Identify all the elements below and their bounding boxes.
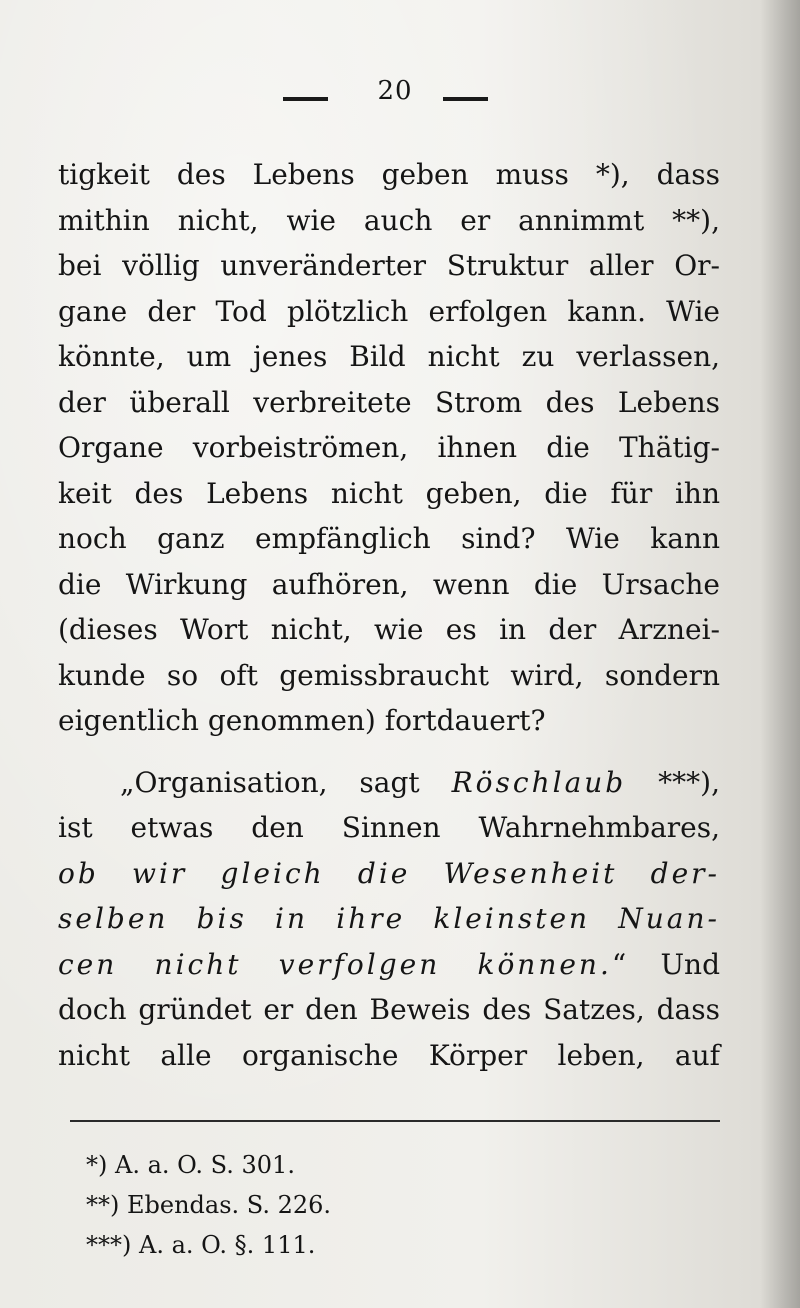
text-line: die Wirkung aufhören, wenn die Ursache (58, 567, 720, 601)
text-line: ist etwas den Sinnen Wahrnehmbares, (58, 811, 720, 844)
body-text (58, 152, 720, 1078)
author-name: Röschlaub (451, 765, 627, 799)
header-dash-left (283, 97, 328, 101)
text-line: eigentlich genommen) fortdauert? (58, 704, 546, 737)
text-line: (dieses Wort nicht, wie es in der Arznei- (58, 613, 720, 646)
text-line: könnte, um jenes Bild nicht zu verlassen, (58, 340, 720, 373)
text-line: keit des Lebens nicht geben, die für ihn (58, 476, 720, 510)
footnotes (86, 1145, 706, 1265)
text-line: ob wir gleich die Wesenheit der- (58, 856, 720, 890)
quote-open: „Organisation, sagt (120, 765, 452, 799)
page-number: 20 (377, 76, 413, 106)
header-dash-right (443, 97, 488, 101)
paragraph-gap (58, 744, 720, 760)
text-line: noch ganz empfänglich sind? Wie kann (58, 522, 720, 555)
page-edge-shadow (760, 0, 800, 1308)
text-line: kunde so oft gemissbraucht wird, sondern (58, 658, 720, 692)
text-line: mithin nicht, wie auch er annimmt **), (58, 203, 720, 237)
quote-continuation: “ Und (611, 947, 720, 981)
quote-end: cen nicht verfolgen können. (58, 947, 612, 981)
footnote: *) A. a. O. S. 301. (86, 1151, 295, 1179)
text-line (58, 942, 720, 988)
page-header (0, 76, 800, 116)
text-line: nicht alle organische Körper leben, auf (58, 1038, 720, 1072)
text-line: selben bis in ihre kleinsten Nuan- (58, 902, 720, 935)
footnote: ***) A. a. O. §. 111. (86, 1231, 316, 1259)
footnote: **) Ebendas. S. 226. (86, 1191, 332, 1219)
text-line (58, 760, 720, 806)
footnote-ref: ***), (626, 765, 720, 799)
text-line: der überall verbreitete Strom des Lebens (58, 385, 720, 419)
footnote-rule (70, 1120, 720, 1122)
text-line: tigkeit des Lebens geben muss *), dass (58, 158, 720, 191)
text-line: doch gründet er den Beweis des Satzes, dass (58, 993, 720, 1026)
text-line: Organe vorbeiströmen, ihnen die Thätig- (58, 431, 720, 464)
text-line: gane der Tod plötzlich erfolgen kann. Wie (58, 294, 720, 328)
text-line: bei völlig unveränderter Struktur aller Or- (58, 249, 720, 282)
